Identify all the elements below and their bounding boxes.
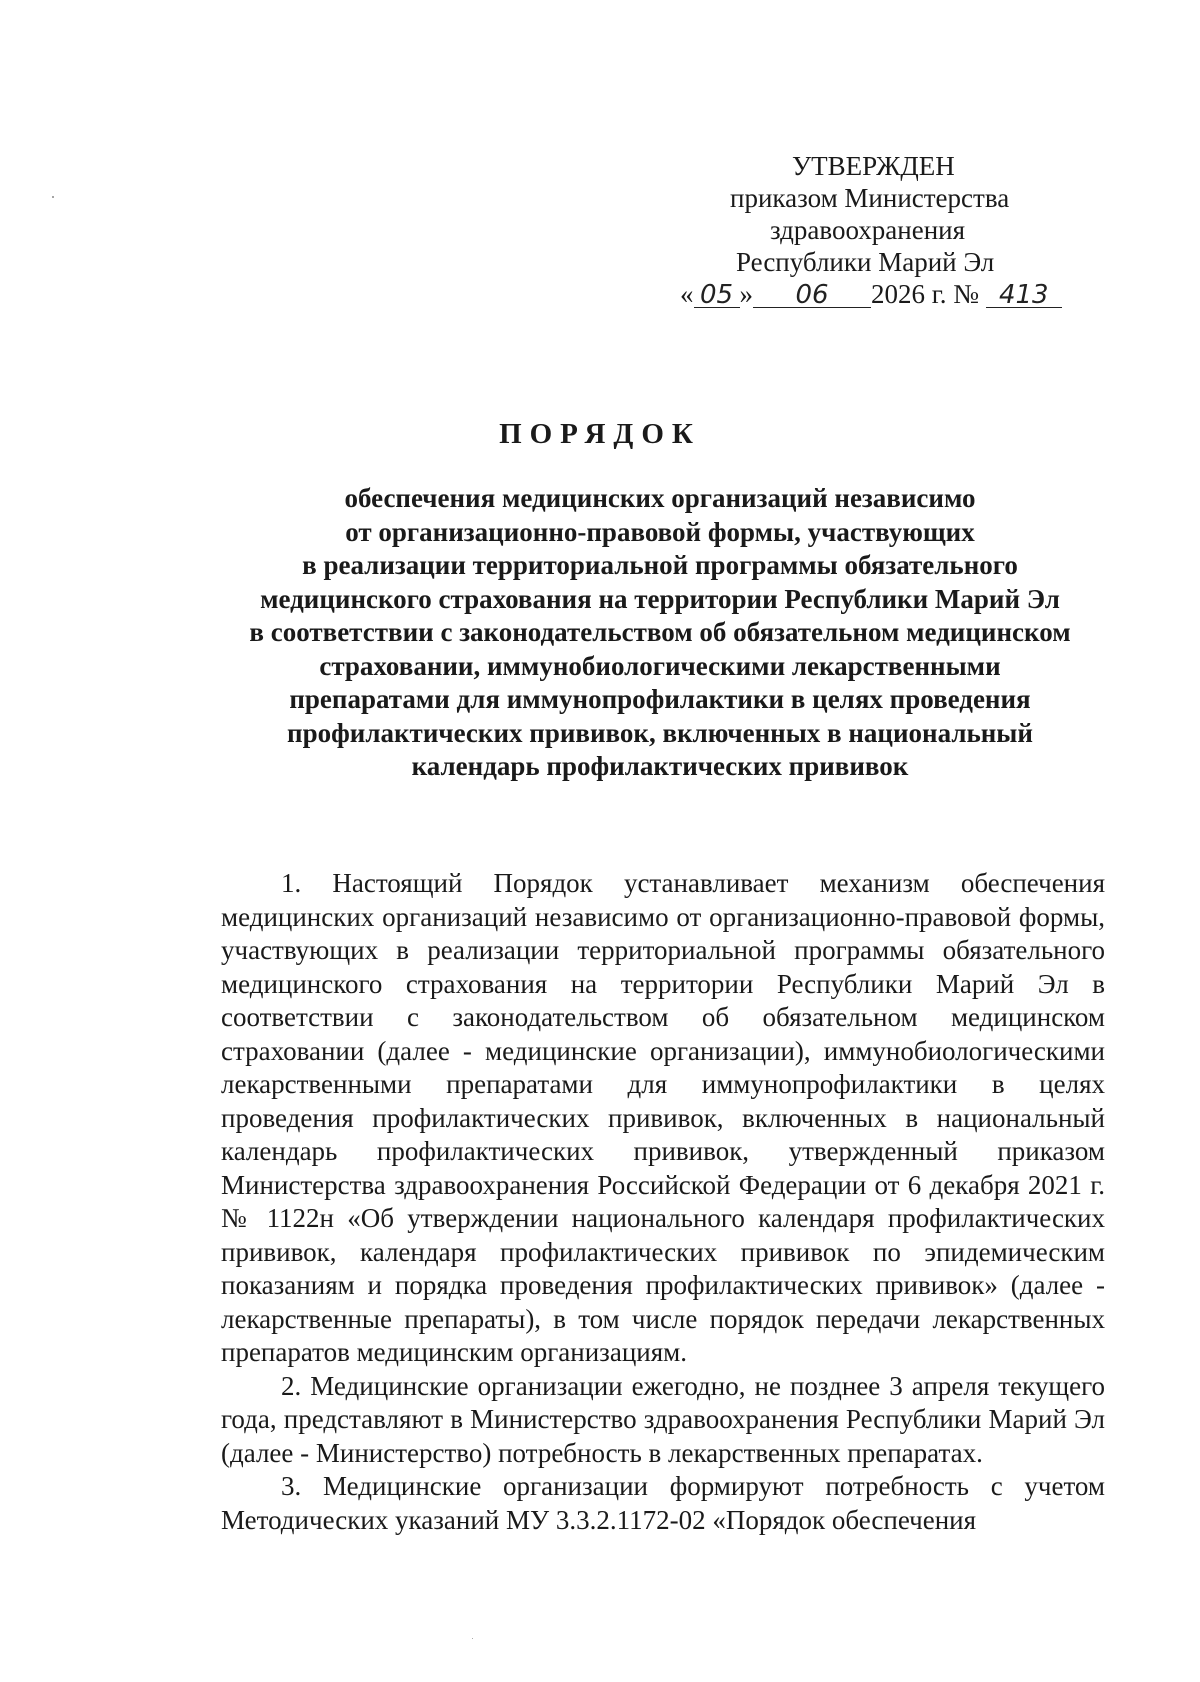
subtitle-line: календарь профилактических прививок (411, 751, 909, 781)
handwritten-month: 06 (753, 283, 871, 308)
subtitle-line: от организационно-правовой формы, участвующих (345, 516, 975, 547)
subtitle-line: страховании, иммунобиологическими лекарственными (319, 650, 1001, 681)
approval-republic-line: Республики Марий Эл (736, 247, 995, 277)
subtitle-line: профилактических прививок, включенных в национальный (287, 717, 1033, 748)
handwritten-order-number: 413 (986, 283, 1062, 308)
approval-ministry-line: здравоохранения (770, 215, 966, 245)
scan-speck (472, 1638, 473, 1639)
subtitle-line: в соответствии с законодательством об обязательном медицинском (249, 617, 1071, 647)
approval-heading: УТВЕРЖДЕН (792, 151, 955, 181)
date-close-quote: » (739, 279, 753, 309)
approval-order-line: приказом Министерства (730, 183, 1010, 213)
subtitle-line: в реализации территориальной программы обязательного (302, 550, 1018, 580)
paragraph-3: 3. Медицинские организации формируют потребность с учетом Методических указаний МУ 3.3.2.1172-02 «Порядок обеспечения (221, 1471, 1105, 1535)
document-body (221, 867, 1105, 1537)
scan-speck (52, 196, 54, 198)
subtitle-line: обеспечения медицинских организаций независимо (344, 483, 976, 513)
approval-block (680, 150, 1060, 310)
handwritten-day: 05 (694, 283, 740, 308)
document-subtitle (210, 482, 1110, 784)
paragraph-2: 2. Медицинские организации ежегодно, не позднее 3 апреля текущего года, представляют в Министерство здравоохранения Республики Марий Эл (далее - Министерство) потребность в лекарственных препаратах. (221, 1370, 1105, 1468)
date-open-quote: « (680, 279, 694, 309)
subtitle-line: медицинского страхования на территории Республики Марий Эл (260, 583, 1060, 614)
subtitle-line: препаратами для иммунопрофилактики в целях проведения (289, 684, 1031, 714)
year-number-label: 2026 г. № (871, 279, 980, 309)
paragraph-1: 1. Настоящий Порядок устанавливает механизм обеспечения медицинских организаций независимо от организационно-правовой формы, участвующих в реализации территориальной программы обязательного медицинского страхования на территории Республики Марий Эл в соответствии с законодательством об обязательном медицинском страховании (далее - медицинские организации), иммунобиологическими лекарственными препаратами для иммунопрофилактики в целях проведения профилактических прививок, включенных в национальный календарь профилактических прививок, утвержденный приказом Министерства здравоохранения Российской Федерации от 6 декабря 2021 г. № 1122н «Об утверждении национального календаря профилактических прививок, календаря профилактических прививок по эпидемическим показаниям и порядка проведения профилактических прививок» (далее - лекарственные препараты), в том числе порядок передачи лекарственных препаратов медицинским организациям. (221, 868, 1105, 1367)
document-title: ПОРЯДОК (499, 418, 701, 450)
approval-date-line (680, 278, 1060, 310)
